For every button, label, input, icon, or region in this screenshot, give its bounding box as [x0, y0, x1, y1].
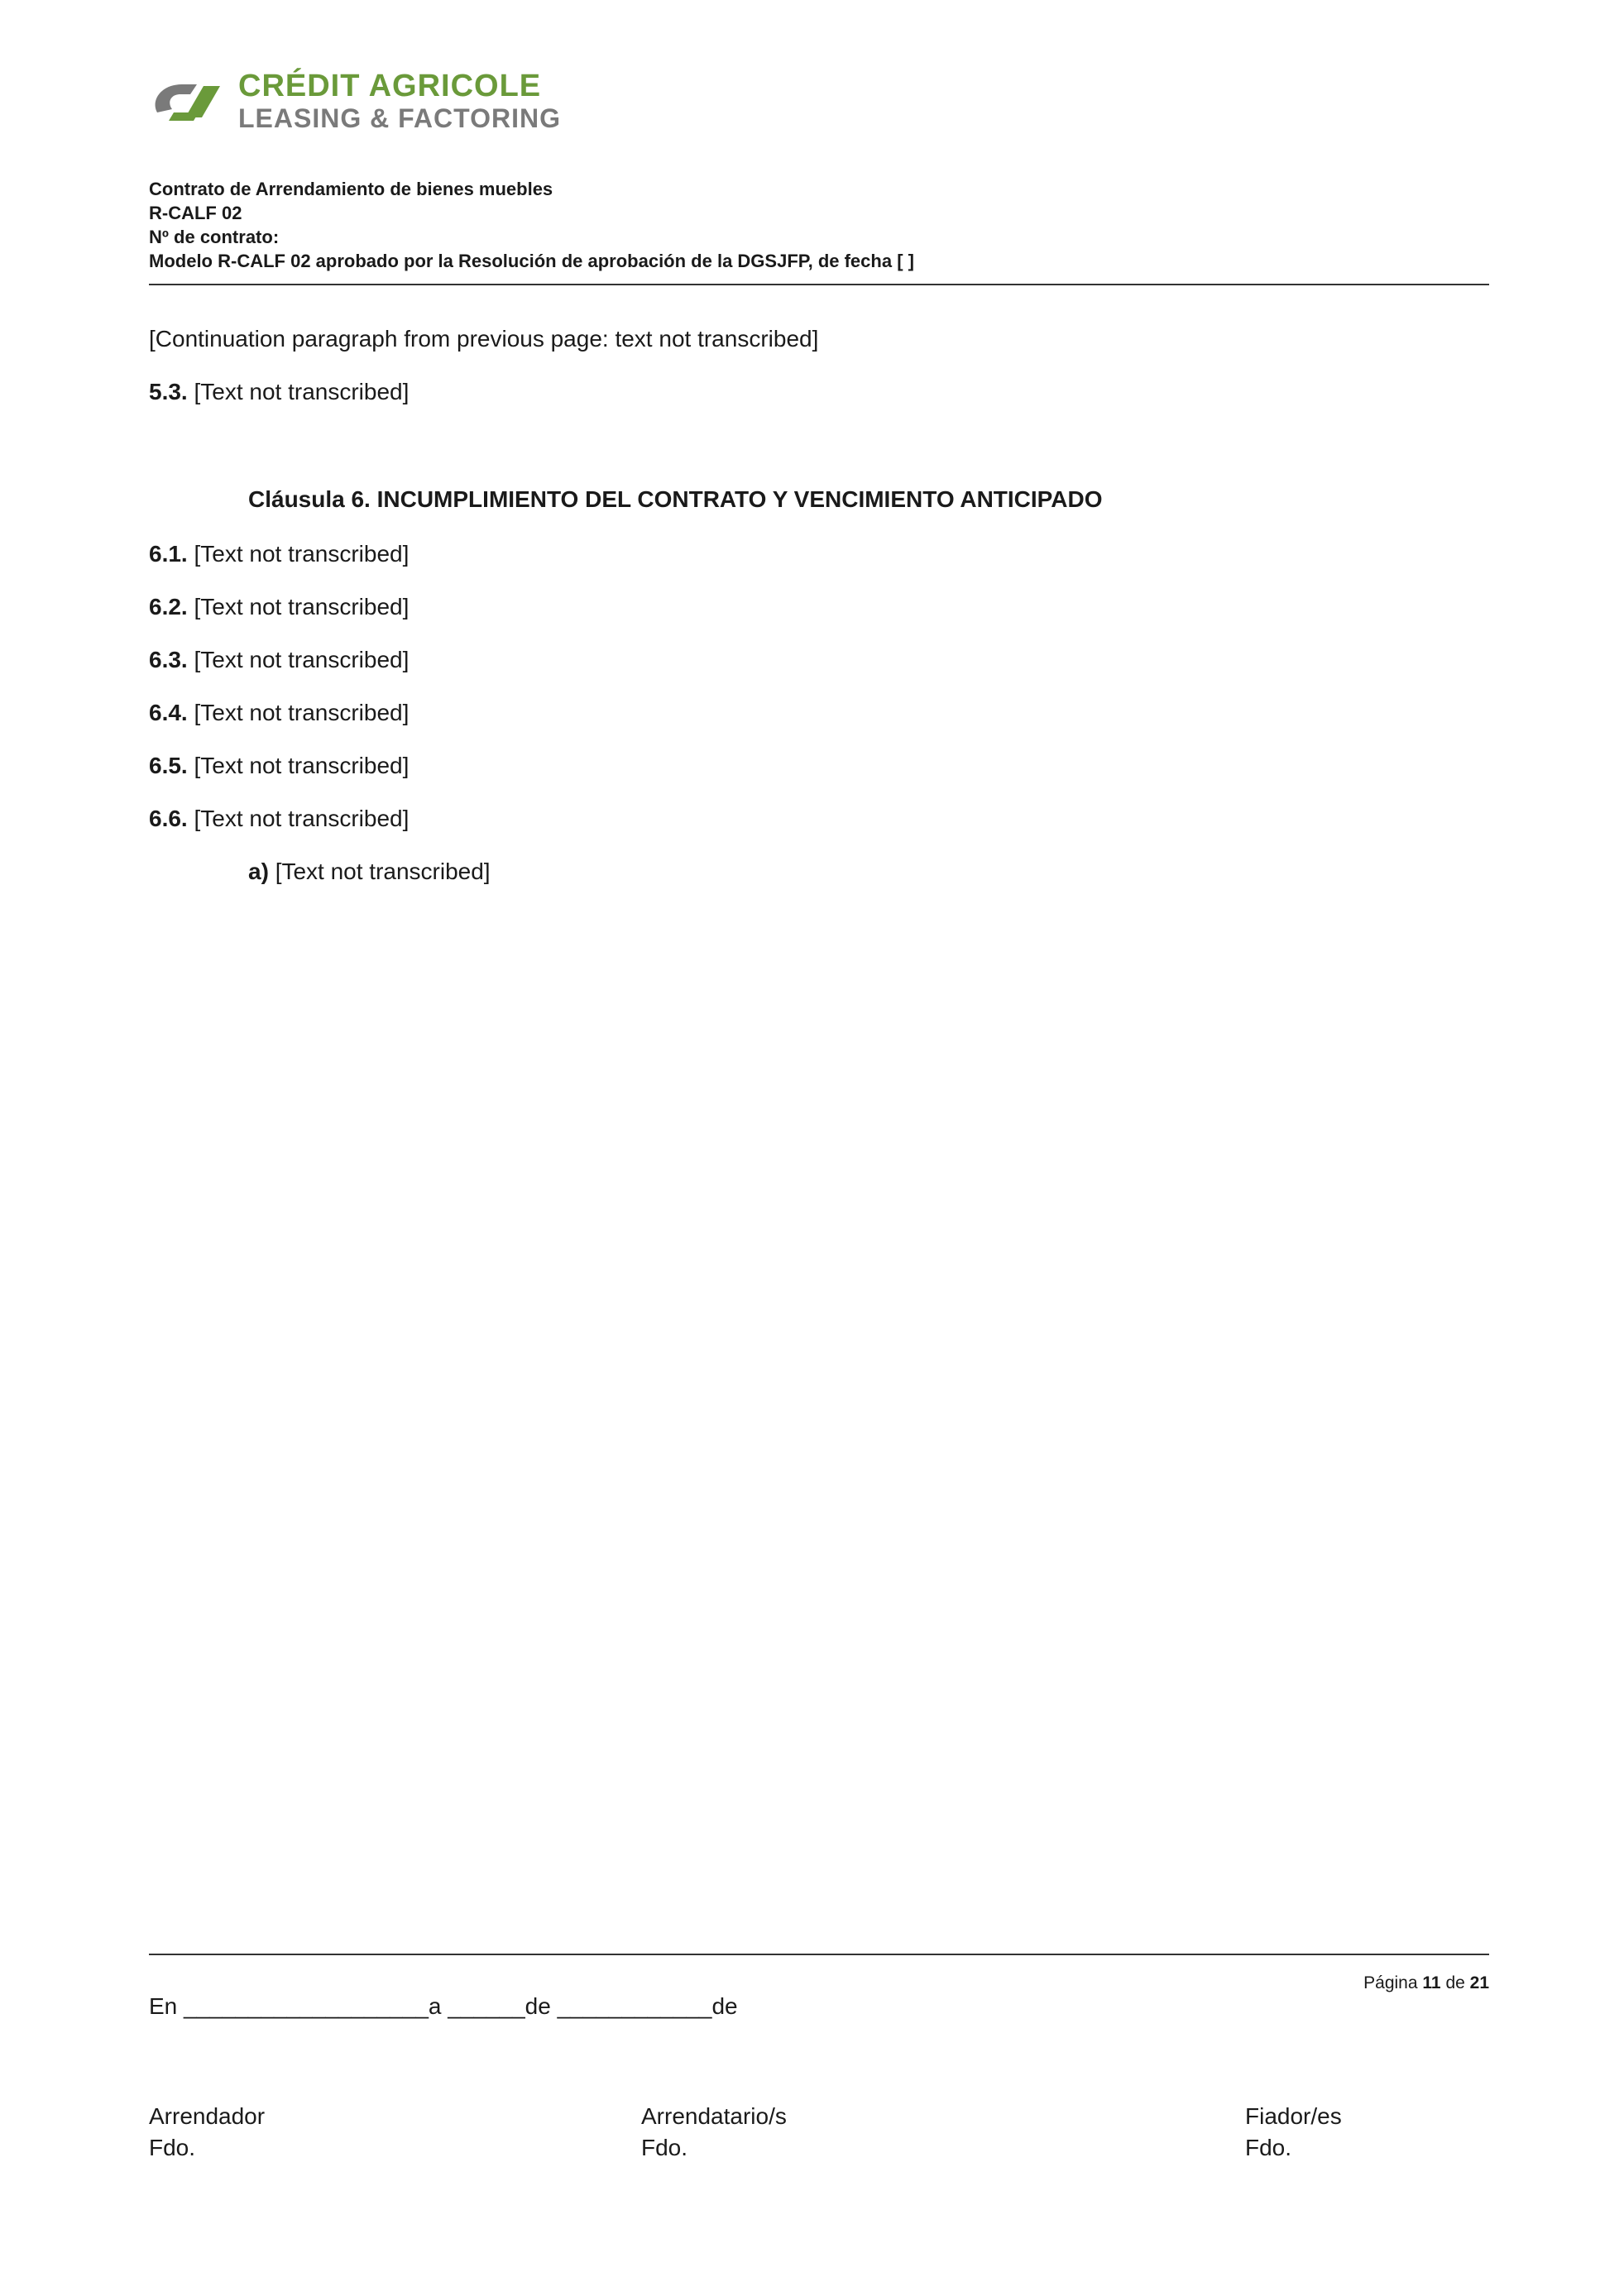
paragraph-5-3	[149, 375, 1489, 409]
paragraph-number: 6.6.	[149, 806, 188, 831]
paragraph-text: [Text not transcribed]	[194, 379, 410, 404]
page-label: Página	[1363, 1973, 1418, 1992]
clause-6-title: Cláusula 6. INCUMPLIMIENTO DEL CONTRATO Y VENCIMIENTO ANTICIPADO	[248, 486, 1103, 512]
paragraph-number: 6.1.	[149, 541, 188, 567]
page-current: 11	[1422, 1973, 1441, 1992]
paragraph-6-4	[149, 696, 1489, 729]
paragraph-text: [Text not transcribed]	[194, 594, 410, 619]
page-number	[1363, 1973, 1489, 1993]
logo-line-2: LEASING & FACTORING	[238, 103, 561, 133]
paragraph-6-6	[149, 802, 1489, 835]
signature-fdo: Fdo.	[1245, 2135, 1292, 2160]
paragraph-text: [Text not transcribed]	[194, 700, 410, 725]
signature-arrendatario	[641, 2101, 787, 2164]
paragraph-text: [Text not transcribed]	[194, 753, 410, 778]
page-of: de	[1445, 1973, 1465, 1992]
paragraph-6-1	[149, 538, 1489, 571]
paragraph-6-5	[149, 749, 1489, 782]
signature-fdo: Fdo.	[149, 2135, 196, 2160]
paragraph-text: [Text not transcribed]	[194, 541, 410, 567]
header-contract-type: Contrato de Arrendamiento de bienes muebles	[149, 179, 553, 199]
page-total: 21	[1469, 1973, 1489, 1992]
paragraph-text: [Text not transcribed]	[275, 859, 491, 884]
paragraph-6-6-a	[248, 855, 1489, 888]
credit-agricole-logo	[149, 71, 561, 131]
signature-role: Fiador/es	[1245, 2103, 1342, 2129]
paragraph-text: [Text not transcribed]	[194, 647, 410, 672]
signature-fiador	[1245, 2101, 1342, 2164]
signature-role: Arrendador	[149, 2103, 266, 2129]
header-contract-number: Nº de contrato:	[149, 227, 280, 247]
header-divider	[149, 284, 1489, 285]
footer-divider	[149, 1954, 1489, 1955]
paragraph-number: 6.5.	[149, 753, 188, 778]
paragraph-number: 5.3.	[149, 379, 188, 404]
signature-arrendador	[149, 2101, 265, 2164]
paragraph-number: 6.3.	[149, 647, 188, 672]
paragraph-number: 6.2.	[149, 594, 188, 619]
signature-role: Arrendatario/s	[641, 2103, 787, 2129]
paragraph-6-3	[149, 643, 1489, 677]
place-date-line: En ___________________a ______de ____________de	[149, 1993, 738, 2019]
paragraph-number: a)	[248, 859, 269, 884]
logo-line-1: CRÉDIT AGRICOLE	[238, 69, 542, 103]
header-model-code: R-CALF 02	[149, 203, 242, 223]
paragraph-continuation: [Continuation paragraph from previous page: text not transcribed]	[149, 326, 819, 352]
signature-fdo: Fdo.	[641, 2135, 688, 2160]
paragraph-text: [Text not transcribed]	[194, 806, 410, 831]
credit-agricole-logo-icon	[149, 76, 223, 126]
document-header	[149, 177, 1489, 273]
paragraph-number: 6.4.	[149, 700, 188, 725]
header-approval: Modelo R-CALF 02 aprobado por la Resolución de aprobación de la DGSJFP, de fecha [ ]	[149, 251, 914, 271]
paragraph-6-2	[149, 591, 1489, 624]
document-body	[149, 323, 1489, 908]
